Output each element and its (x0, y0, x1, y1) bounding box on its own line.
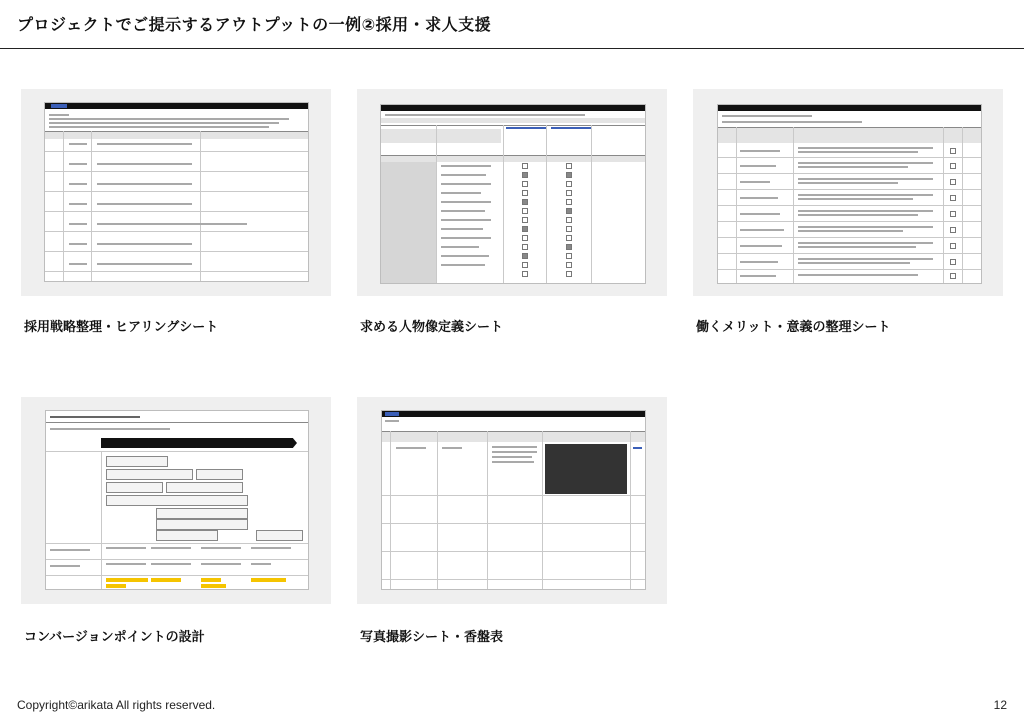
caption-work-benefits: 働くメリット・意義の整理シート (696, 319, 891, 334)
card-conversion-point (21, 397, 331, 604)
caption-persona-definition: 求める人物像定義シート (360, 319, 504, 334)
page-number: 12 (993, 698, 1007, 712)
card-persona-definition (357, 89, 667, 296)
card-work-benefits (693, 89, 1003, 296)
card-hiring-strategy (21, 89, 331, 296)
thumbnail-persona-sheet (380, 104, 646, 284)
caption-hiring-strategy: 採用戦略整理・ヒアリングシート (24, 319, 219, 334)
caption-photo-shoot: 写真撮影シート・香盤表 (360, 629, 504, 644)
thumbnail-benefits-sheet (717, 104, 982, 284)
card-photo-shoot (357, 397, 667, 604)
thumbnail-hiring-strategy-sheet (44, 102, 309, 282)
page-title: プロジェクトでご提示するアウトプットの一例②採用・求人支援 (17, 17, 492, 34)
title-divider (0, 48, 1024, 49)
thumbnail-conversion-design (45, 410, 309, 590)
caption-conversion-point: コンバージョンポイントの設計 (24, 629, 205, 644)
thumbnail-photo-shoot-sheet (381, 410, 646, 590)
copyright-footer: Copyright©arikata All rights reserved. (17, 698, 216, 712)
